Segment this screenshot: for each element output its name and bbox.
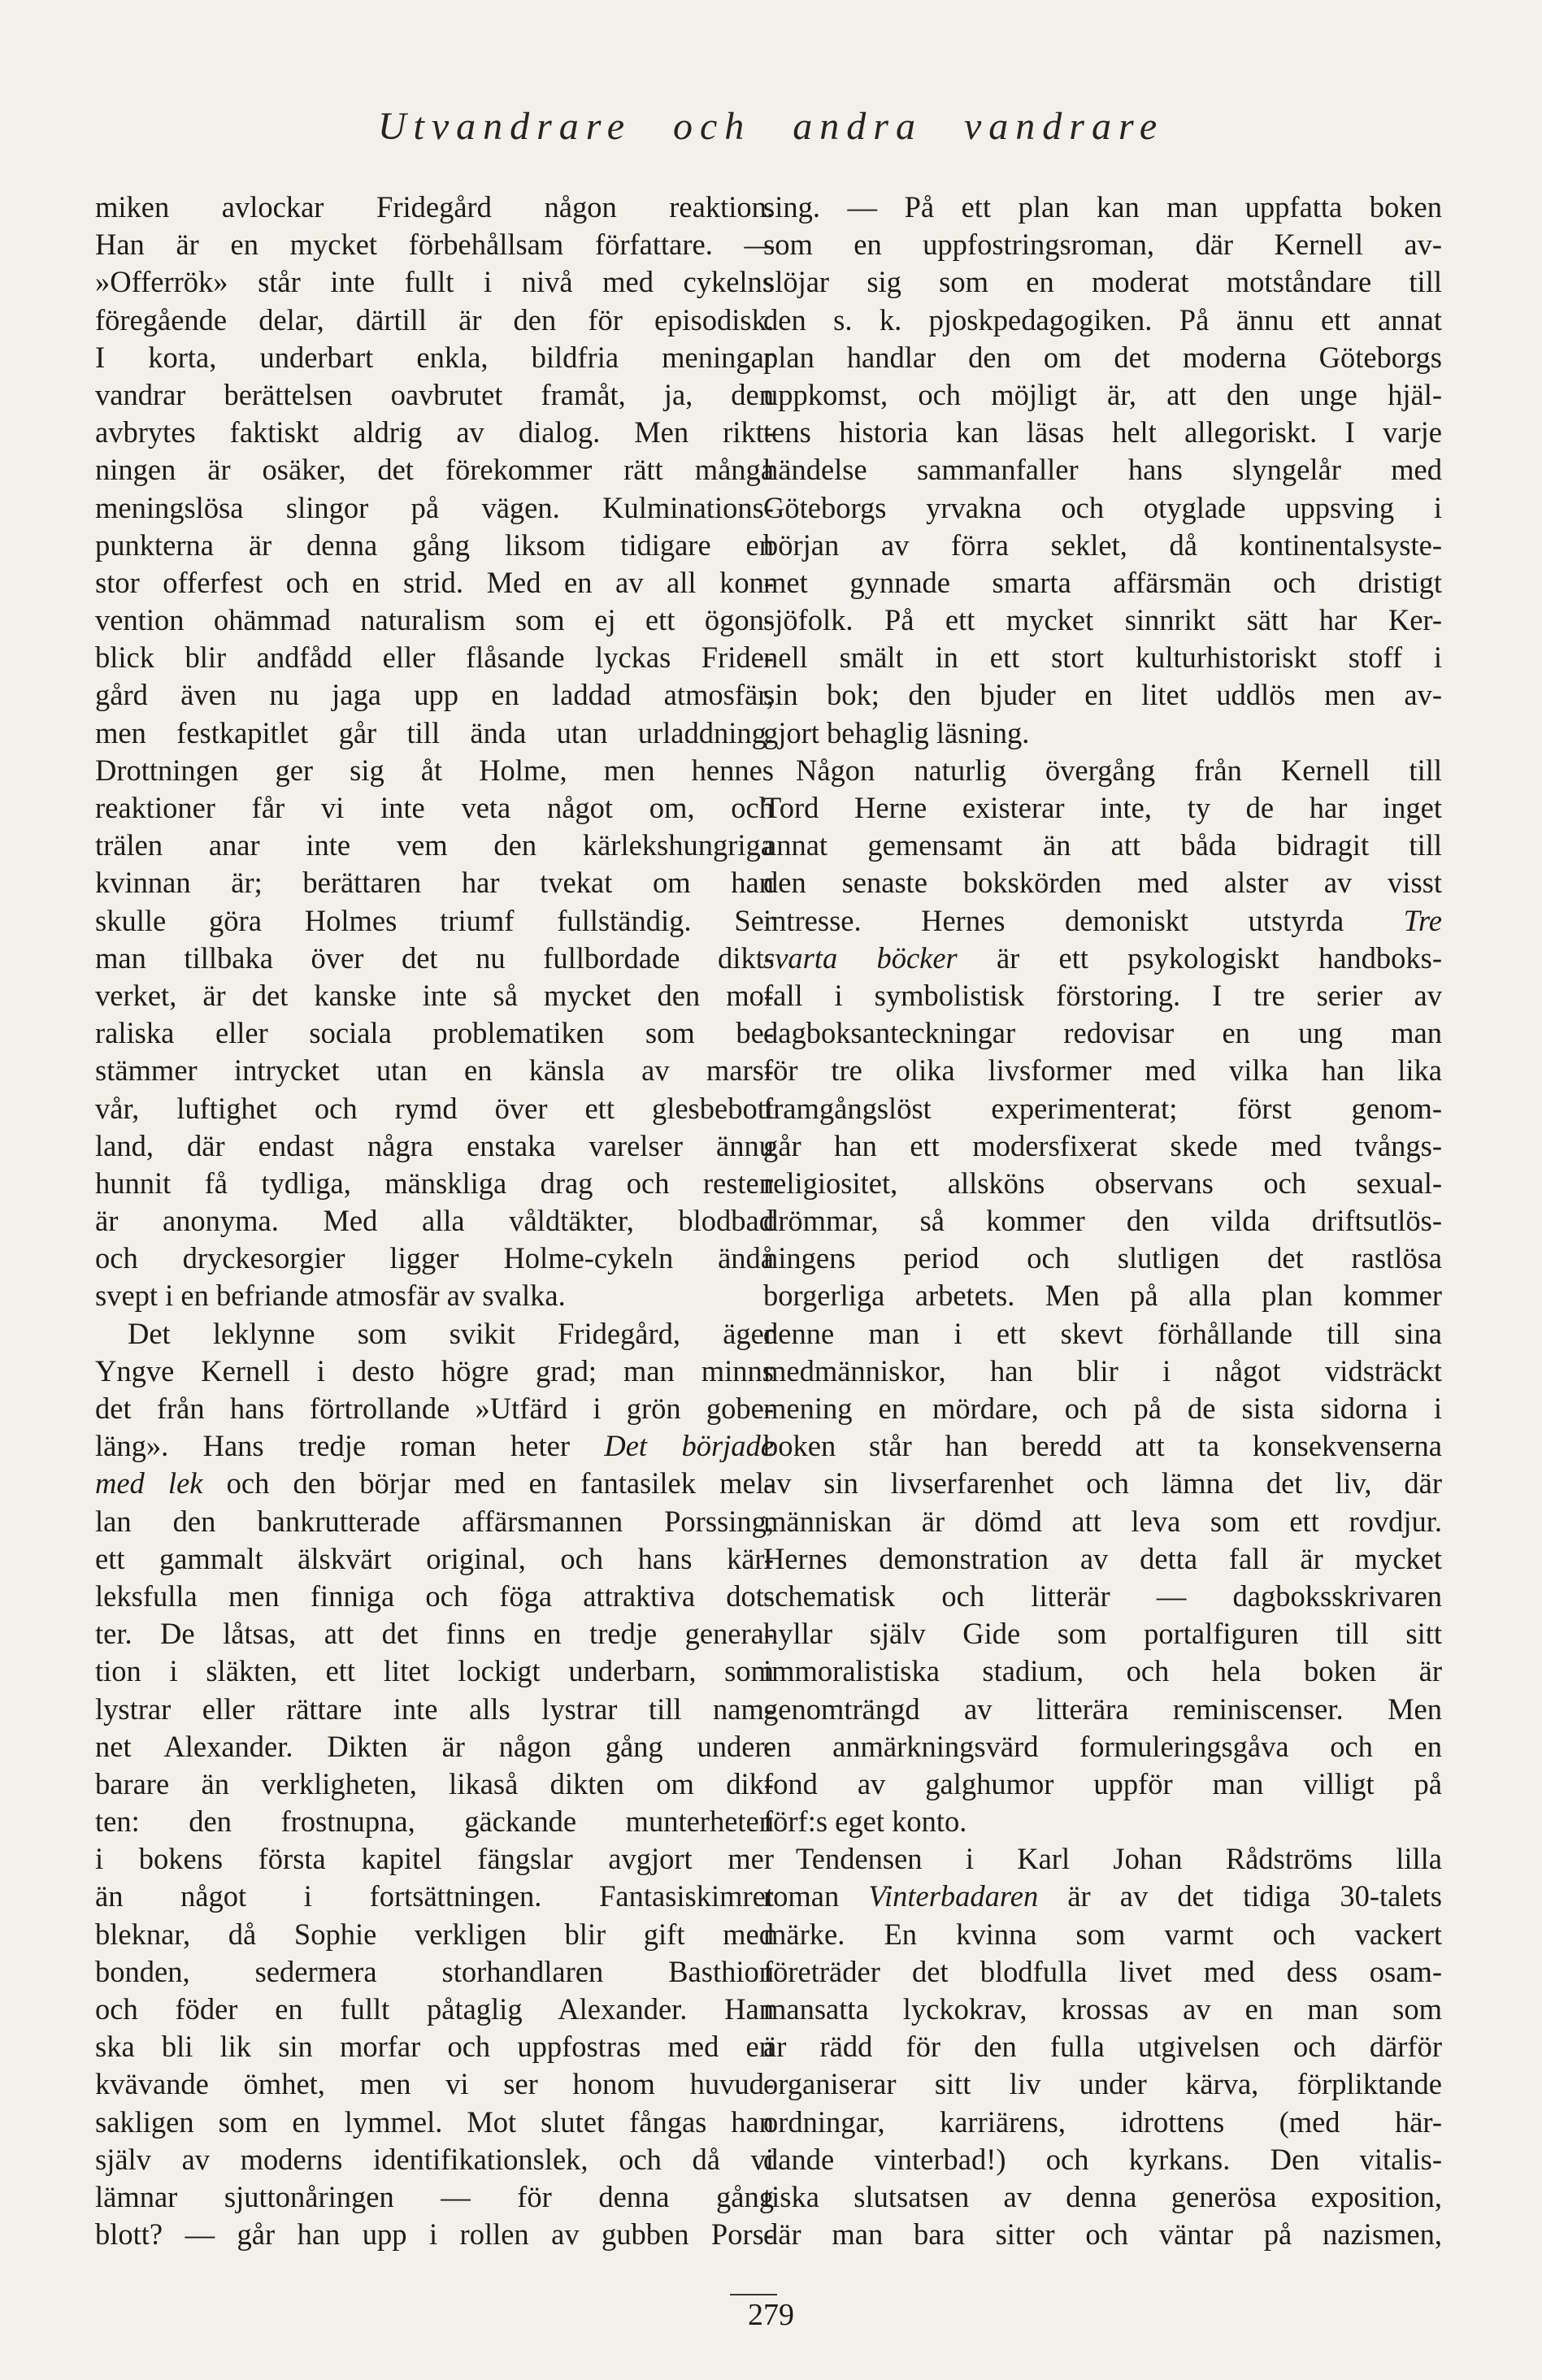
text-line: hunnit få tydliga, mänskliga drag och resten (95, 1166, 774, 1200)
text-line: blott? — går han upp i rollen av gubben Pors- (95, 2217, 774, 2252)
text-line: som en uppfostringsroman, där Kernell av- (763, 228, 1442, 262)
text-line: är rädd för den fulla utgivelsen och därför (763, 2030, 1442, 2064)
text-line: religiositet, allsköns observans och sexual- (763, 1166, 1442, 1200)
line-segment: är av det tidiga 30-talets (1067, 1879, 1443, 1913)
text-line: punkterna är denna gång liksom tidigare en (95, 528, 774, 562)
text-line: medmänniskor, han blir i något vidsträckt (763, 1353, 1442, 1388)
text-line: Tendensen i Karl Johan Rådströms lilla (796, 1842, 1442, 1876)
text-line: Hernes demonstration av detta fall är mycket (763, 1541, 1442, 1575)
text-line: av sin livserfarenhet och lämna det liv, där (763, 1466, 1442, 1501)
text-line: reaktioner får vi inte veta något om, och (95, 791, 774, 824)
text-line: barare än verkligheten, likaså dikten om dik- (95, 1766, 774, 1800)
text-line: Tord Herne existerar inte, ty de har inget (763, 791, 1442, 824)
text-line: ska bli lik sin morfar och uppfostras med en (95, 2030, 774, 2064)
text-line: vår, luftighet och rymd över ett glesbebott (95, 1091, 774, 1125)
text-line: tion i släkten, ett litet lockigt underbarn, som (95, 1654, 774, 1688)
text-line: i bokens första kapitel fängslar avgjort mer (95, 1842, 774, 1876)
text-line: trälen anar inte vem den kärlekshungriga (95, 828, 774, 862)
text-line: början av förra seklet, då kontinentalsyste- (763, 528, 1442, 562)
text-line: för tre olika livsformer med vilka han lika (763, 1053, 1442, 1088)
text-line: miken avlockar Fridegård någon reaktion. (95, 190, 774, 224)
text-line: sing. — På ett plan kan man uppfatta boken (763, 190, 1442, 224)
line-segment: är ett psykologiskt handboks- (996, 940, 1443, 975)
text-line: organiserar sitt liv under kärva, förpliktande (763, 2067, 1442, 2101)
book-title: svarta böcker (763, 940, 958, 975)
text-line: I korta, underbart enkla, bildfria meningar (95, 340, 774, 374)
text-line: svept i en befriande atmosfär av svalka. (95, 1279, 566, 1313)
text-line: nell smält in ett stort kulturhistoriskt stoff i (763, 641, 1442, 675)
text-line: borgerliga arbetets. Men på alla plan kommer (763, 1279, 1442, 1313)
page-number: 279 (748, 2298, 794, 2332)
text-line: schematisk och litterär — dagboksskrivaren (763, 1579, 1442, 1613)
text-line: mansatta lyckokrav, krossas av en man som (763, 1992, 1442, 2026)
text-line: men festkapitlet går till ända utan urladdning. (95, 715, 774, 749)
text-line: förf:s eget konto. (763, 1805, 967, 1839)
text-line: Göteborgs yrvakna och otyglade uppsving i (763, 490, 1442, 524)
text-line: tens historia kan läsas helt allegoriskt. I varje (763, 415, 1442, 450)
text-line: met gynnade smarta affärsmän och dristigt (763, 565, 1442, 599)
line-segment: läng». Hans tredje roman heter (95, 1429, 570, 1463)
text-line: sin bok; den bjuder en litet uddlös men av- (763, 678, 1442, 712)
text-line: en anmärkningsvärd formuleringsgåva och en (763, 1729, 1442, 1763)
text-line: man tillbaka över det nu fullbordade dikt- (95, 940, 774, 975)
text-line: stor offerfest och en strid. Med en av all kon- (95, 565, 774, 599)
text-line: gjort behaglig läsning. (763, 715, 1030, 749)
text-line (95, 1427, 774, 1465)
text-line (95, 1465, 774, 1502)
text-line: kvävande ömhet, men vi ser honom huvud- (95, 2067, 774, 2101)
text-line: net Alexander. Dikten är någon gång under- (95, 1729, 774, 1763)
text-line: ter. De låtsas, att det finns en tredje genera- (95, 1617, 774, 1651)
line-segment: intresse. Hernes demoniskt utstyrda (763, 903, 1344, 937)
text-line (763, 902, 1442, 940)
text-line: ten: den frostnupna, gäckande munterheten (95, 1805, 774, 1839)
text-line: gård även nu jaga upp en laddad atmosfär, (95, 678, 774, 712)
text-line: bleknar, då Sophie verkligen blir gift med (95, 1917, 774, 1951)
text-line: boken står han beredd att ta konsekvenserna (763, 1429, 1442, 1463)
text-line: stämmer intrycket utan en känsla av mars- (95, 1053, 774, 1088)
text-line: där man bara sitter och väntar på nazismen, (763, 2217, 1442, 2252)
text-line: blick blir andfådd eller flåsande lyckas Fride- (95, 641, 774, 675)
text-line: land, där endast några enstaka varelser ännu (95, 1128, 774, 1162)
text-line: Det leklynne som svikit Fridegård, äger (128, 1316, 774, 1350)
book-title: Tre (1403, 903, 1442, 937)
text-line: drömmar, så kommer den vilda driftsutlös- (763, 1204, 1442, 1238)
text-line: är anonyma. Med alla våldtäkter, blodbad (95, 1204, 774, 1238)
text-line: ordningar, karriärens, idrottens (med här- (763, 2104, 1442, 2139)
text-line: framgångslöst experimenterat; först genom- (763, 1091, 1442, 1125)
text-line: dagboksanteckningar redovisar en ung man (763, 1016, 1442, 1050)
text-line (763, 1878, 1442, 1915)
text-line: ett gammalt älskvärt original, och hans kär- (95, 1541, 774, 1575)
text-line: den senaste bokskörden med alster av visst (763, 866, 1442, 900)
text-line: företräder det blodfulla livet med dess osam- (763, 1954, 1442, 1988)
text-line: mening en mördare, och på de sista sidorna i (763, 1392, 1442, 1425)
text-line: Drottningen ger sig åt Holme, men hennes (95, 753, 774, 787)
text-line: tiska slutsatsen av denna generösa exposition, (763, 2179, 1442, 2213)
line-segment: roman (763, 1879, 840, 1913)
text-line: slöjar sig som en moderat motståndare till (763, 265, 1442, 299)
text-line: och föder en fullt påtaglig Alexander. Han (95, 1992, 774, 2026)
right-column (763, 189, 1442, 2253)
text-line: den s. k. pjoskpedagogiken. På ännu ett annat (763, 302, 1442, 337)
text-line: själv av moderns identifikationslek, och då vi (95, 2142, 774, 2176)
text-line: »Offerrök» står inte fullt i nivå med cykelns (95, 265, 774, 299)
running-header: Utvandrare och andra vandrare (377, 105, 1165, 148)
page-number-rule (730, 2294, 777, 2295)
book-title: Vinterbadaren (868, 1879, 1039, 1913)
text-line: dande vinterbad!) och kyrkans. Den vitalis- (763, 2142, 1442, 2176)
text-line: immoralistiska stadium, och hela boken är (763, 1654, 1442, 1688)
text-line: Han är en mycket förbehållsam författare. — (95, 228, 774, 262)
text-line: lan den bankrutterade affärsmannen Porssing, (95, 1504, 774, 1538)
book-title: Det började (604, 1429, 774, 1463)
text-line: vention ohämmad naturalism som ej ett ögon- (95, 603, 774, 637)
text-line: sjöfolk. På ett mycket sinnrikt sätt har Ker- (763, 603, 1442, 637)
left-column (95, 189, 774, 2253)
text-line: vandrar berättelsen oavbrutet framåt, ja, den (95, 377, 774, 411)
text-line: genomträngd av litterära reminiscenser. Men (763, 1692, 1442, 1726)
text-line: Någon naturlig övergång från Kernell till (796, 753, 1442, 787)
text-line: ningen är osäker, det förekommer rätt många (95, 453, 774, 487)
text-line: fond av galghumor uppför man villigt på (763, 1766, 1442, 1800)
text-line: avbrytes faktiskt aldrig av dialog. Men rikt- (95, 415, 774, 450)
text-line: och dryckesorgier ligger Holme-cykeln ändå (95, 1241, 774, 1275)
text-line (763, 940, 1442, 977)
text-line: sakligen som en lymmel. Mot slutet fångas han (95, 2104, 774, 2139)
book-title: med lek (95, 1466, 203, 1501)
text-line: märke. En kvinna som varmt och vackert (763, 1917, 1442, 1951)
text-line: föregående delar, därtill är den för episodisk. (95, 302, 774, 337)
text-line: raliska eller sociala problematiken som be- (95, 1016, 774, 1050)
text-line: leksfulla men finniga och föga attraktiva dot- (95, 1579, 774, 1613)
line-segment: och den börjar med en fantasilek mel- (226, 1466, 775, 1501)
text-line: plan handlar den om det moderna Göteborgs (763, 340, 1442, 374)
text-line: skulle göra Holmes triumf fullständig. Ser (95, 903, 774, 937)
text-line: lämnar sjuttonåringen — för denna gång (95, 2179, 774, 2213)
text-line: händelse sammanfaller hans slyngelår med (763, 453, 1442, 487)
text-line: meningslösa slingor på vägen. Kulminations- (95, 490, 774, 524)
text-line: lystrar eller rättare inte alls lystrar till nam- (95, 1692, 774, 1726)
text-line: denne man i ett skevt förhållande till sina (763, 1316, 1442, 1350)
text-line: fall i symbolistisk förstoring. I tre serier av (763, 978, 1442, 1012)
text-line: människan är dömd att leva som ett rovdjur. (763, 1504, 1442, 1538)
text-line: bonden, sedermera storhandlaren Basthion (95, 1954, 774, 1988)
text-line: annat gemensamt än att båda bidragit till (763, 828, 1442, 862)
text-line: kvinnan är; berättaren har tvekat om han (95, 866, 774, 900)
text-line: Yngve Kernell i desto högre grad; man minns (95, 1353, 774, 1388)
text-line: går han ett modersfixerat skede med tvångs- (763, 1128, 1442, 1162)
text-line: hyllar själv Gide som portalfiguren till sitt (763, 1617, 1442, 1651)
text-line: verket, är det kanske inte så mycket den mo- (95, 978, 774, 1012)
text-line: ningens period och slutligen det rastlösa (763, 1241, 1442, 1275)
text-line: det från hans förtrollande »Utfärd i grön gobe- (95, 1392, 774, 1425)
text-line: uppkomst, och möjligt är, att den unge hjäl- (763, 377, 1442, 411)
text-line: än något i fortsättningen. Fantasiskimret (95, 1879, 774, 1913)
